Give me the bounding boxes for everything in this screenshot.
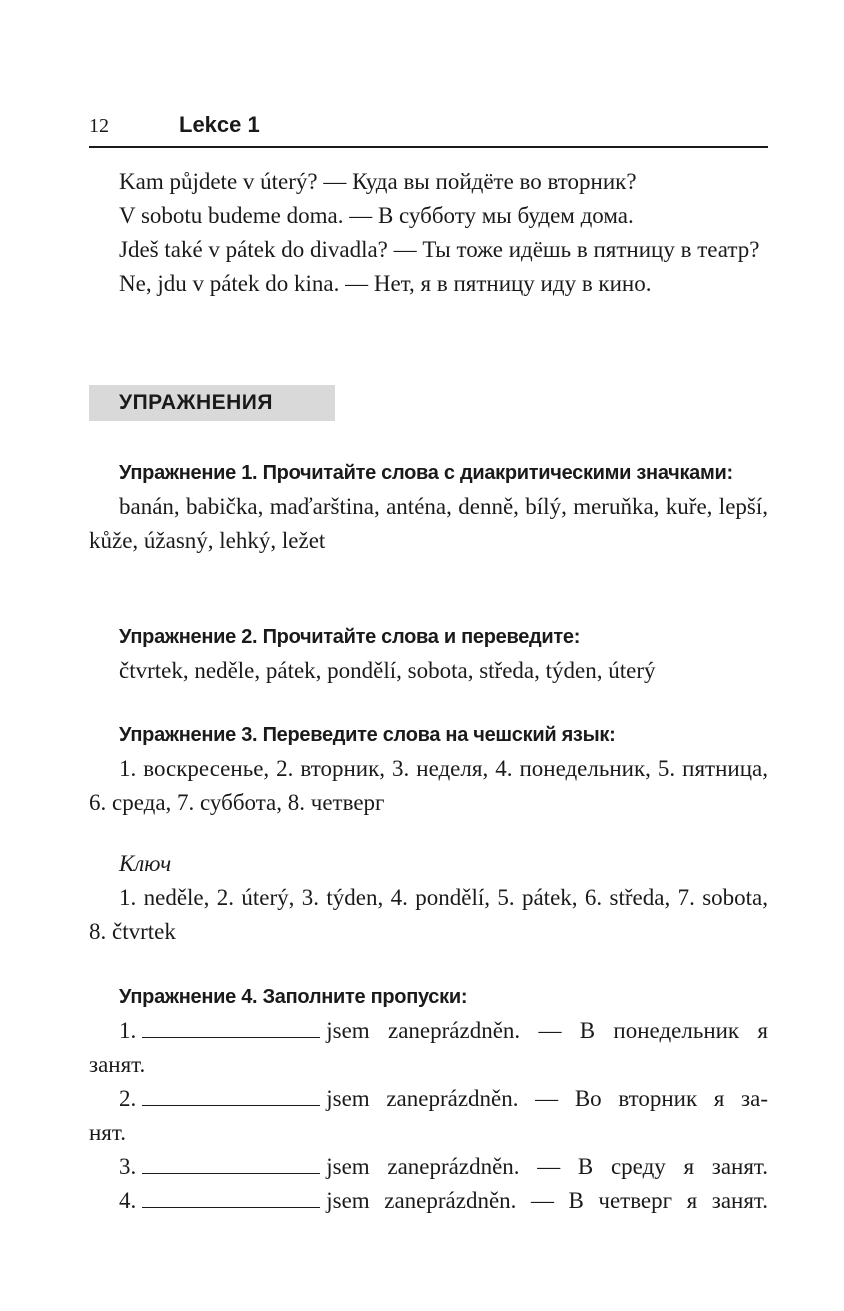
exercise-4 [89,980,768,1218]
fill-item-text: jsem zaneprázdněn. — В среду я занят. [326,1154,768,1179]
exercise-2 [89,620,768,688]
exercise-text: čtvrtek, neděle, pátek, pondělí, sobota, středa, týden, úterý [119,658,656,683]
key-text: 1. neděle, 2. úterý, 3. týden, 4. pondělí, 5. pátek, 6. středa, 7. sobota, 8. čtvrtek [89,885,768,944]
exercise-title: Упражнение 1. Прочитайте слова с диакритическими значками: [119,462,733,484]
fill-item-number: 4. [119,1188,137,1213]
blank-field[interactable] [142,1151,320,1174]
blank-field[interactable] [142,1083,320,1106]
fill-item-text: jsem zaneprázdněn. — Во вторник я за- [326,1086,768,1111]
page-header [89,110,768,148]
section-banner [89,385,335,421]
fill-item [89,1150,768,1184]
page-number: 12 [89,115,109,137]
exercise-1 [89,456,768,558]
fill-item-text: jsem zaneprázdněn. — В четверг я занят. [326,1188,768,1213]
exercise-title: Упражнение 3. Переведите слова на чешский язык: [119,724,616,746]
fill-item [89,1082,768,1116]
example-sentence: Kam půjdete v úterý? — Куда вы пойдёте во вторник? [119,169,637,194]
blank-field[interactable] [142,1015,320,1038]
fill-item-continuation: занят. [89,1052,146,1077]
example-sentences [89,165,768,301]
blank-field[interactable] [142,1185,320,1208]
fill-item [89,1014,768,1048]
section-title: УПРАЖНЕНИЯ [119,391,273,414]
example-sentence: V sobotu budeme doma. — В субботу мы будем дома. [119,203,634,228]
example-sentence: Ne, jdu v pátek do kina. — Нет, я в пятницу иду в кино. [119,271,652,296]
fill-item-continuation: нят. [89,1120,126,1145]
fill-item-text: jsem zaneprázdněn. — В понедельник я [326,1018,768,1043]
exercise-title: Упражнение 2. Прочитайте слова и переведите: [119,626,581,648]
exercise-3 [89,718,768,820]
fill-item-number: 2. [119,1086,137,1111]
answer-key [89,847,768,949]
exercise-text: 1. воскресенье, 2. вторник, 3. неделя, 4. понедельник, 5. пятница, 6. среда, 7. суббота, 8. четверг [89,756,768,815]
fill-item-number: 1. [119,1018,137,1043]
key-label: Ключ [119,851,172,876]
running-title: Lekce 1 [179,112,260,137]
fill-item-number: 3. [119,1154,137,1179]
exercise-title: Упражнение 4. Заполните пропуски: [119,986,468,1008]
example-sentence: Jdeš také v pátek do divadla? — Ты тоже идёшь в пятницу в театр? [119,237,760,262]
fill-item [89,1184,768,1218]
exercise-text: banán, babička, maďarština, anténa, denně, bílý, meruňka, kuře, lepší, kůže, úžasný, lehký, ležet [89,494,768,553]
